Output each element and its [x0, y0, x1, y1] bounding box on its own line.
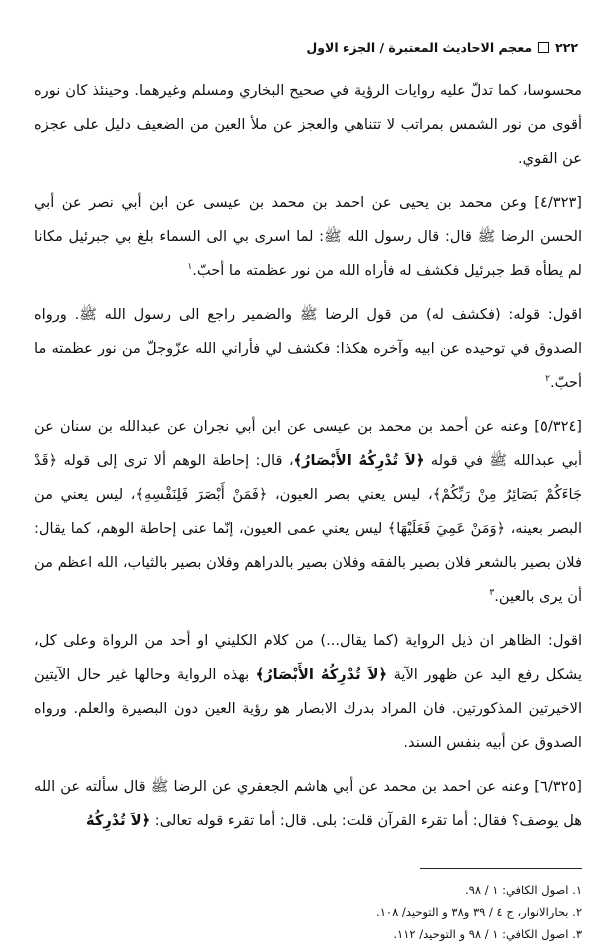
- footnotes: [34, 879, 582, 945]
- page-number: ٢٢٢: [555, 39, 578, 55]
- paragraph: اقول: الظاهر ان ذيل الرواية (كما يقال...) من كلام الكليني او أحد من الرواة وعلى كل، يشكل رفع اليد عن ظهور الآية ﴿لاَ تُدْرِكُهُ الأَبْصَارُ﴾ بهذه الرواية وحالها غير حال الآيتين الاخيرتين المذكورتين. فان المراد بدرك الابصار هو رؤية العين دون البصيرة والعلم. ورواه الصدوق عن أبيه بنفس السند.: [34, 632, 583, 751]
- quran-verse: ﴿لاَ تُدْرِكُهُ الأَبْصَارُ﴾: [293, 452, 425, 469]
- quran-verse: ﴿لاَ تُدْرِكُهُ الأَبْصَارُ﴾: [255, 666, 387, 683]
- paragraph: [٥/٣٢٤] وعنه عن أحمد بن محمد بن عيسى عن ابن أبي نجران عن عبدالله بن سنان عن أبي عبدالله ﷺ في قوله ﴿لاَ تُدْرِكُهُ الأَبْصَارُ﴾، قال: إحاطة الوهم ألا ترى إلى قوله ﴿قَدْ جَاءَكُمْ بَصَائِرُ مِنْ رَبِّكُمْ﴾، ليس يعني بصر العيون، ﴿فَمَنْ أَبْصَرَ فَلِنَفْسِهِ﴾، ليس يعني من البصر بعينه، ﴿وَمَنْ عَمِيَ فَعَلَيْهَا﴾ ليس يعني عمى العيون، إنّما عنى إحاطة الوهم، كما يقال: فلان بصير بالشعر فلان بصير بالفقه وفلان بصير بالدراهم وفلان بصير بالثياب، الله اعظم من أن يرى بالعين.$^٣$: [34, 418, 582, 605]
- paragraph: [٦/٣٢٥] وعنه عن احمد بن محمد عن أبي هاشم الجعفري عن الرضا ﷺ قال سألته عن الله هل يوصف؟ فقال: أما تقرء القرآن قلت: بلى. قال: أما تقرء قوله تعالى: ﴿لاَ تُدْرِكُهُ: [34, 778, 582, 829]
- footnote-ref: ٣: [489, 588, 495, 599]
- footnote-divider: [420, 868, 582, 869]
- body-text: [34, 74, 582, 838]
- square-icon: [538, 42, 549, 53]
- footnote: ١. اصول الكافي: ١ / ٩٨.: [465, 883, 582, 897]
- footnote: ٢. بحارالانوار، ج ٤ / ٣٩ و٣٨ و التوحيد/ ١٠٨.: [376, 905, 582, 919]
- paragraph: محسوسا، كما تدلّ عليه روايات الرؤية في صحيح البخاري ومسلم وغيرهما. وحينئذ كان نوره أقوى من نور الشمس بمراتب لا تتناهي والعجز عن ملأ العين من الضعيف دليل على عجزه عن القوي.: [34, 82, 582, 167]
- footnote: ٣. اصول الكافي: ١ / ٩٨ و التوحيد/ ١١٢.: [393, 927, 582, 941]
- quran-verse: ﴿لاَ تُدْرِكُهُ: [86, 812, 151, 829]
- paragraph: اقول: قوله: (فكشف له) من قول الرضا ﷺ والضمير راجع الى رسول الله ﷺ. ورواه الصدوق في توحيده عن ابيه وآخره هكذا: فكشف لي فأراني الله عزّوجلّ من نور عظمته ما أحبّ.$^٢$: [34, 306, 582, 391]
- running-header: [34, 36, 582, 58]
- footnote-ref: ١: [187, 262, 193, 273]
- footnote-ref: ٢: [545, 374, 550, 385]
- page: [34, 36, 582, 945]
- running-title: معجم الاحاديث المعتبرة / الجزء الاول: [306, 39, 533, 55]
- paragraph: [٤/٣٢٣] وعن محمد بن يحيى عن احمد بن محمد بن عيسى عن ابن أبي نصر عن أبي الحسن الرضا ﷺ قال: قال رسول الله ﷺ: لما اسرى بي الى السماء بلغ بي جبرئيل مكانا لم يطأه قط جبرئيل فكشف له فأراه الله من نور عظمته ما أحبّ.$^١$: [34, 194, 582, 279]
